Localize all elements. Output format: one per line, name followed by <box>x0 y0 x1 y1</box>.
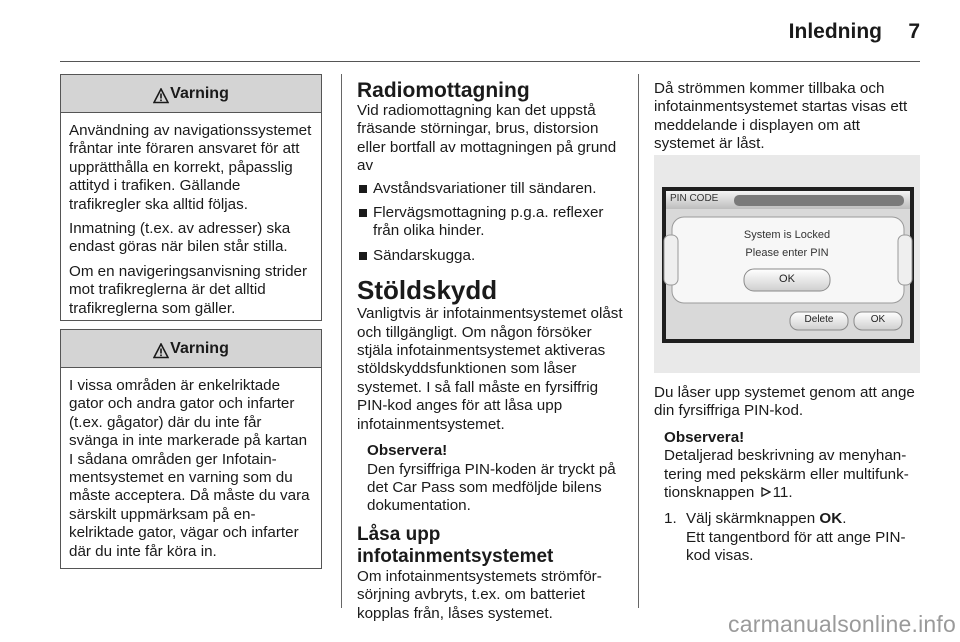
note-title: Observera! <box>367 442 448 460</box>
warning-icon <box>153 343 169 359</box>
column-divider-right <box>638 74 639 608</box>
warning-paragraph: Inmatning (t.ex. av adresser) ska endast göras när bilen står stilla. <box>69 220 291 256</box>
note-text <box>664 447 924 502</box>
warning-title: Varning <box>170 84 229 102</box>
column-divider-left <box>341 74 342 608</box>
screen-delete-button[interactable]: Delete <box>804 314 834 325</box>
warning-title: Varning <box>170 339 229 357</box>
pin-screen-illustration <box>654 155 920 373</box>
screen-ok-button[interactable]: OK <box>779 273 795 285</box>
screen-message-line1: System is Locked <box>743 229 831 241</box>
right-column-bottom <box>654 384 924 566</box>
step-punctuation: . <box>842 510 847 528</box>
step-text: Välj skärmknappen <box>686 510 816 528</box>
list-item: Flervägsmottagning p.g.a. reflexer från olika hinder. <box>357 204 623 241</box>
screen-ok-small-button[interactable]: OK <box>870 314 886 325</box>
list-item: Avståndsvariationer till sändaren. <box>357 180 623 198</box>
list-item: Sändarskugga. <box>357 247 623 265</box>
warning-box-navigation <box>60 74 322 321</box>
page-header <box>0 18 960 48</box>
screen-message-line2: Please enter PIN <box>745 247 829 259</box>
warning-paragraph: Användning av navigationssystemet fråntar inte föraren ansvaret för att upprätthålla en korrekt, påpasslig attityd i trafiken. Gällande trafikregler ska alltid följas. <box>69 122 312 213</box>
chapter-title: Inledning <box>788 20 882 43</box>
warning-paragraph: Om en navigeringsanvisning strider mot trafikreglerna är det alltid trafikreglerna som gäller. <box>69 262 308 317</box>
right-column-top <box>654 80 920 158</box>
radio-heading: Radiomottagning <box>357 79 530 102</box>
warning-icon <box>153 88 169 104</box>
unlock-heading: Låsa upp infotainmentsystemet <box>357 523 554 567</box>
watermark: carmanualsonline.info <box>728 611 956 637</box>
header-rule <box>60 61 920 62</box>
theft-heading: Stöldskydd <box>357 275 498 306</box>
intro-text: Då strömmen kommer tillbaka och infotainmentsystemet startas visas ett meddelande i displayen om att systemet är låst. <box>654 80 908 153</box>
page-number: 7 <box>908 20 920 43</box>
note-title: Observera! <box>664 428 745 446</box>
menu-note <box>654 429 924 503</box>
radio-text: Vid radiomottagning kan det uppstå fräsande störningar, brus, distorsion eller bortfall av mottagningen på grund av <box>357 102 617 175</box>
screen-title: PIN CODE <box>670 193 719 204</box>
warning-paragraph: I vissa områden är enkelriktade gator och andra gator och infarter (t.ex. gågator) där du inte får svänga in inte markerade på kartan I sådana områden ger Infotainmentsystemet en varning som du måste acceptera. Då måste du vara särskilt uppmärksam på enkelriktade gator, vägar och infarter där du inte får köra in. <box>69 377 310 560</box>
warning-header <box>61 75 321 113</box>
step-number: 1. <box>664 510 677 528</box>
page-reference[interactable]: 11. <box>772 484 793 502</box>
theft-text: Vanligtvis är infotainmentsystemet olåst och tillgängligt. Om någon försöker stjäla infotainmentsystemet aktiveras stöldskyddsfunktionen som låser systemet. I så fall måste en fyrsiffrig PIN-kod anges för att låsa upp infotainmentsystemet. <box>357 305 623 433</box>
page-reference-icon <box>761 487 771 497</box>
step-item <box>654 510 924 565</box>
middle-column <box>357 80 623 627</box>
step-bold-label: OK <box>819 510 843 528</box>
warning-header <box>61 330 321 368</box>
pin-note <box>357 442 623 516</box>
warning-body <box>61 113 321 330</box>
note-text-body: Detaljerad beskrivning av menyhantering med pekskärm eller multifunktionsknappen <box>664 447 909 502</box>
warning-box-one-way <box>60 329 322 569</box>
warning-body <box>61 368 321 573</box>
pin-code-screen-image <box>654 155 920 373</box>
unlock-text: Om infotainmentsystemets strömförsörjning avbryts, t.ex. om batteriet kopplas från, låses systemet. <box>357 567 602 622</box>
note-text: Den fyrsiffriga PIN-koden är tryckt på det Car Pass som medföljde bilens dokumentation. <box>367 460 616 515</box>
unlock-instruction: Du låser upp systemet genom att ange din fyrsiffriga PIN-kod. <box>654 384 915 420</box>
radio-bullet-list <box>357 180 623 266</box>
step-sub-text: Ett tangentbord för att ange PIN-kod visas. <box>686 528 906 565</box>
